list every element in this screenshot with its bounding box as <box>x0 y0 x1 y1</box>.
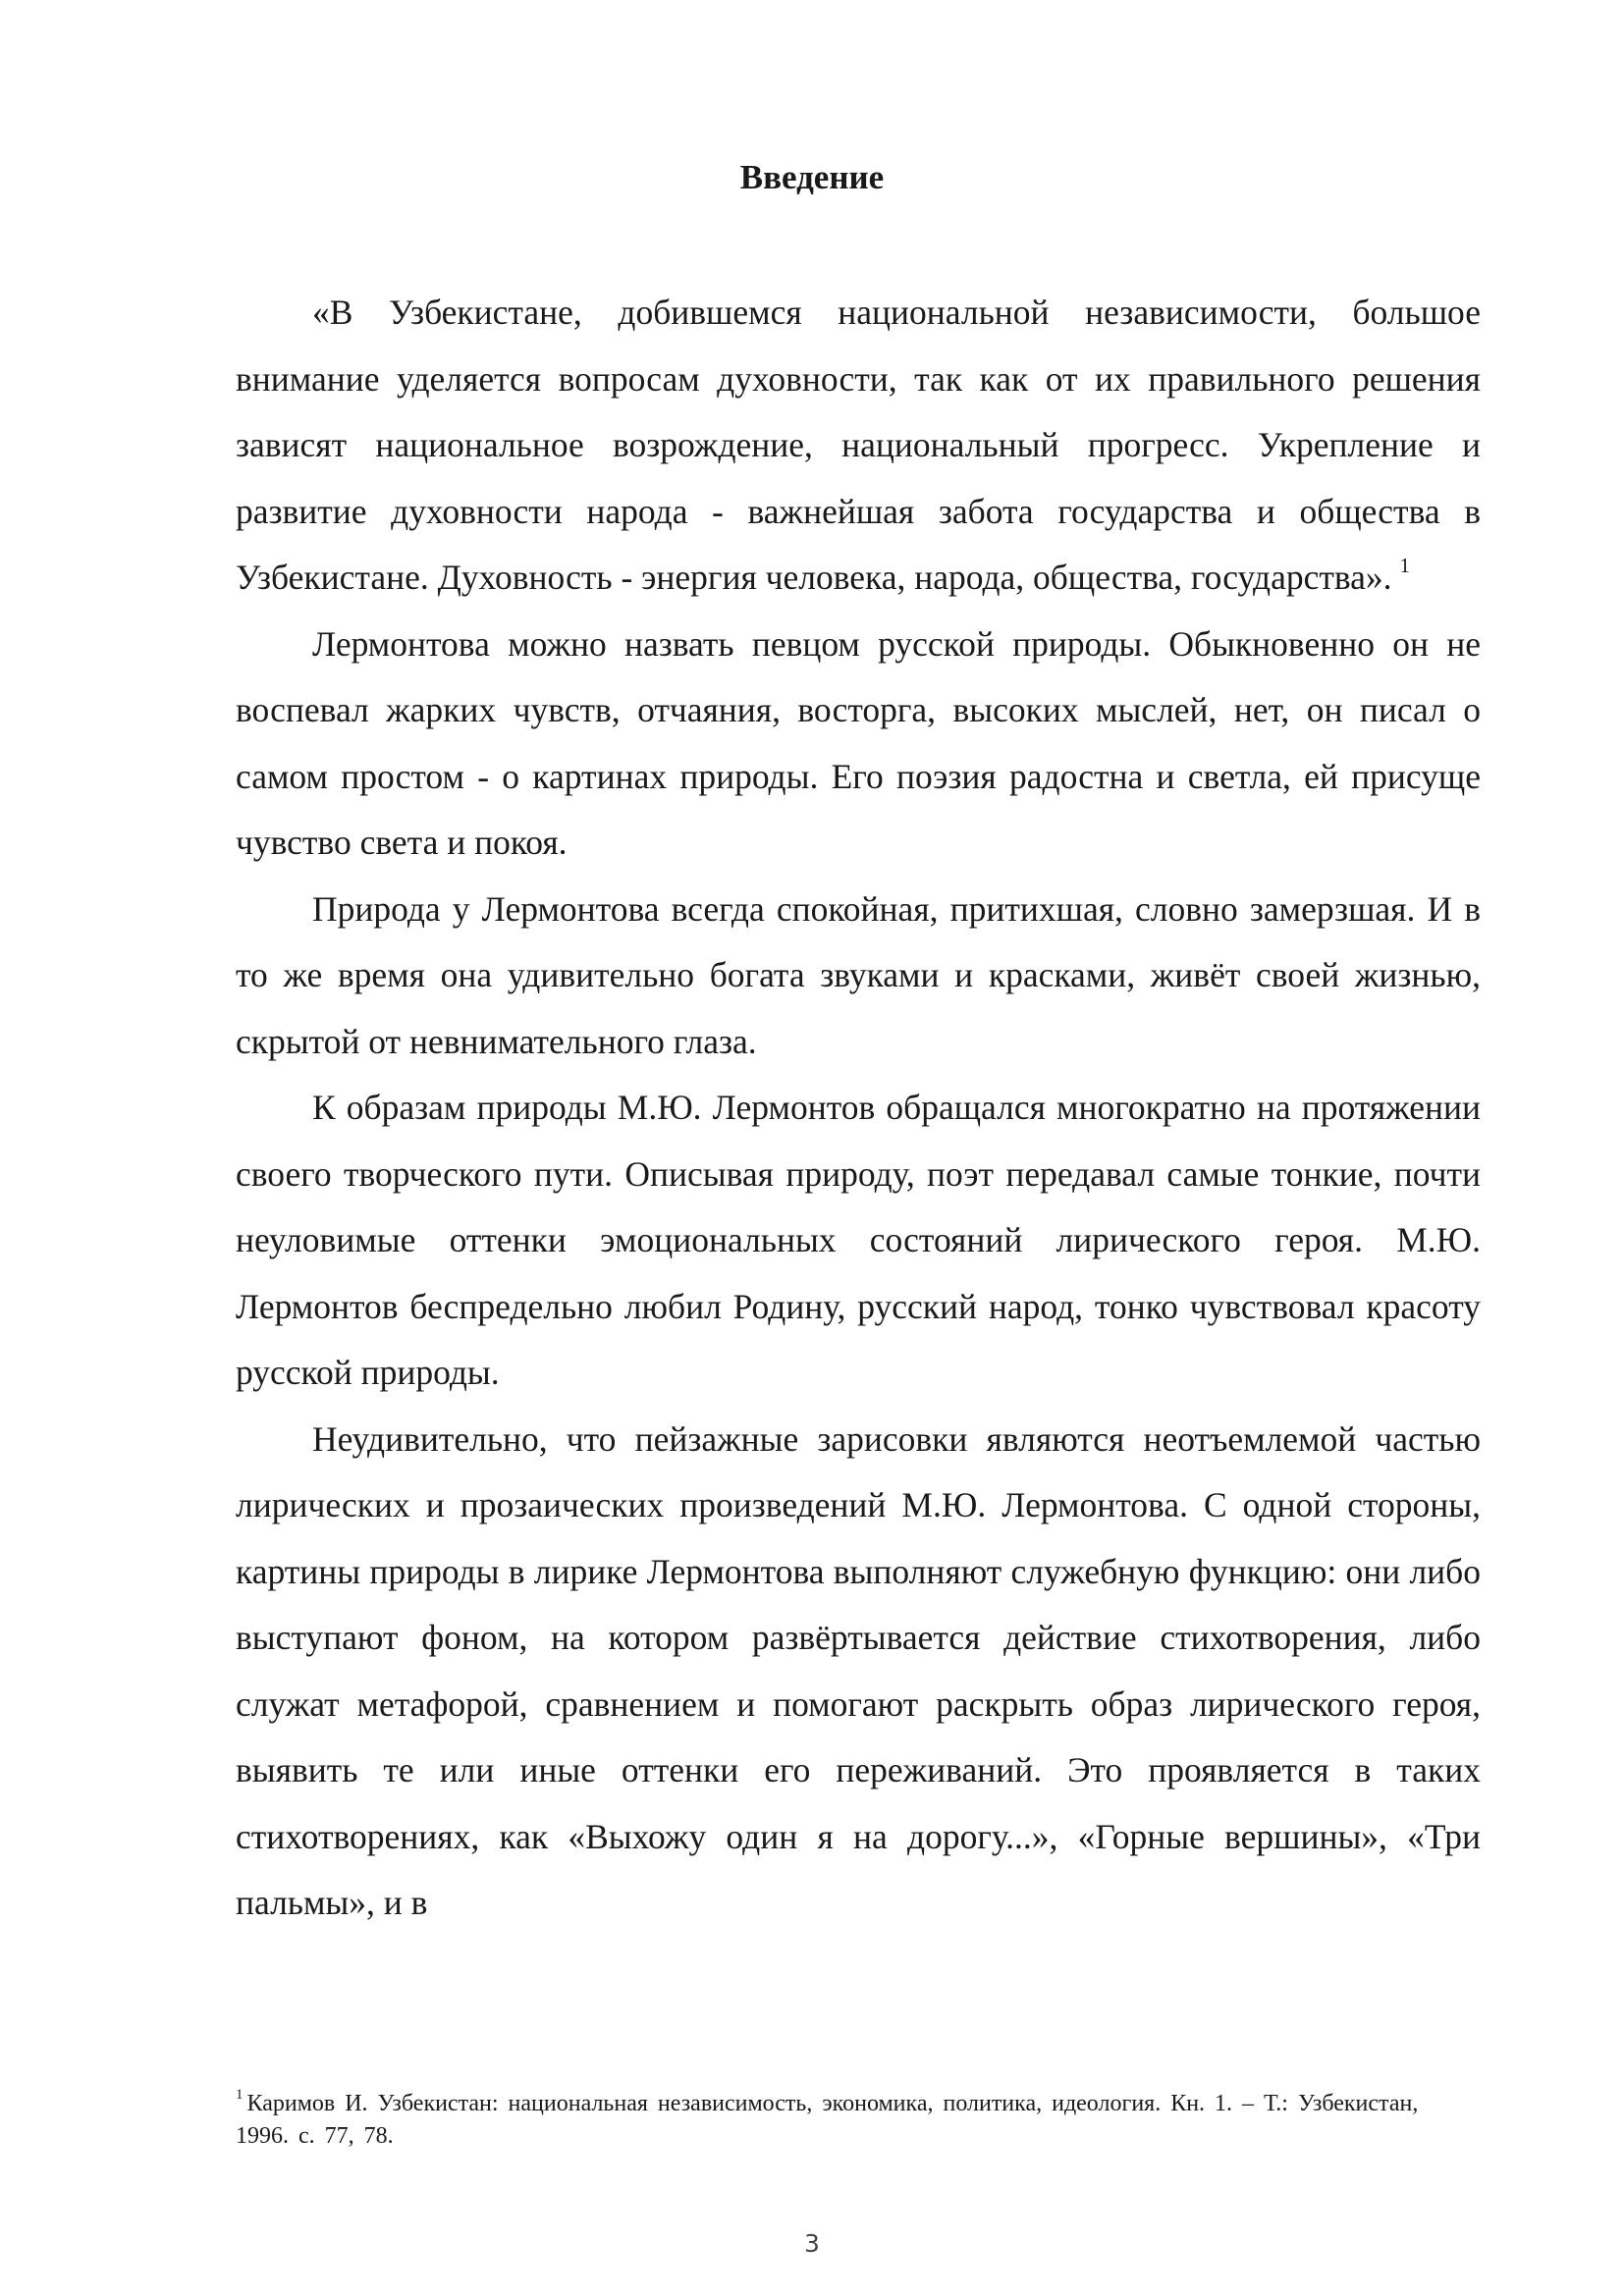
page-title: Введение <box>739 158 885 196</box>
paragraph-text: «В Узбекистане, добившемся национальной независимости, большое внимание уделяется вопросам духовности, так как от их правильного решения зависят национальное возрождение, национальный прогресс. Укрепление и развитие духовности народа - важнейшая забота государства и общества в Узбекистане. Духовность - энергия человека, народа, общества, государства». <box>236 293 1481 597</box>
paragraph: К образам природы М.Ю. Лермонтов обращался многократно на протяжении своего творческого пути. Описывая природу, поэт передавал самые тонкие, почти неуловимые оттенки эмоциональных состояний лирического героя. М.Ю. Лермонтов беспредельно любил Родину, русский народ, тонко чувствовал красоту русской природы. <box>236 1088 1481 1392</box>
footnote-reference[interactable]: 1 <box>1399 554 1411 578</box>
footnote-text: Каримов И. Узбекистан: национальная независимость, экономика, политика, идеология. Кн. 1. – Т.: Узбекистан, 1996. с. 77, 78. <box>236 2091 1419 2149</box>
paragraph: Лермонтова можно назвать певцом русской природы. Обыкновенно он не воспевал жарких чувств, отчаяния, восторга, высоких мыслей, нет, он писал о самом простом - о картинах природы. Его поэзия радостна и светла, ей присуще чувство света и покоя. <box>236 623 1481 862</box>
paragraph: Неудивительно, что пейзажные зарисовки являются неотъемлемой частью лирических и прозаических произведений М.Ю. Лермонтова. С одной стороны, картины природы в лирике Лермонтова выполняют служебную функцию: они либо выступают фоном, на котором развёртывается действие стихотворения, либо служат метафорой, сравнением и помогают раскрыть образ лирического героя, выявить те или иные оттенки его переживаний. Это проявляется в таких стихотворениях, как «Выхожу один я на дорогу...», «Горные вершины», «Три пальмы», и в <box>236 1418 1481 1922</box>
paragraph: Природа у Лермонтова всегда спокойная, притихшая, словно замерзшая. И в то же время она удивительно богата звуками и красками, живёт своей жизнью, скрытой от невнимательного глаза. <box>236 888 1481 1061</box>
paragraph-quote <box>236 280 1481 612</box>
body-text <box>236 280 1481 1937</box>
footnote <box>236 2088 1481 2153</box>
footnote-marker: 1 <box>236 2087 244 2103</box>
page-number: 3 <box>804 2229 820 2258</box>
